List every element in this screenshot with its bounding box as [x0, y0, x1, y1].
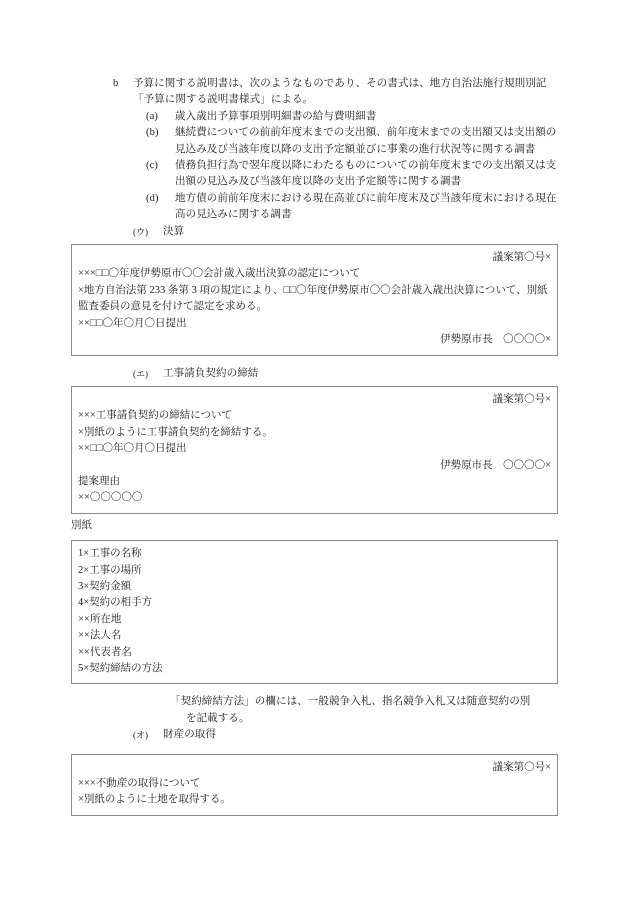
top-margin-spacer-3: [0, 24, 630, 36]
top-margin-spacer: [0, 0, 630, 12]
kessan-title: ×××□□〇年度伊勢原市〇〇会計歳入歳出決算の認定について: [78, 268, 361, 280]
kouji-gian-number: 議案第〇号×: [492, 393, 551, 405]
besshi-line: 3×契約金額: [78, 580, 132, 592]
top-margin-spacer-2: [0, 12, 630, 24]
besshi-line: ××代表者名: [78, 646, 132, 658]
heading-text-zaisan: 財産の取得: [163, 729, 216, 741]
heading-text-kessan: 決算: [163, 225, 185, 237]
spacer-before-zaisan-box: [0, 744, 630, 754]
outline-marker-c: (c): [146, 160, 158, 172]
zaisan-body: ×別紙のように土地を取得する。: [78, 794, 231, 806]
kouji-date: ××□□〇年〇月〇日提出: [78, 443, 187, 455]
outline-marker-d: (d): [146, 192, 159, 204]
kessan-body: ×地方自治法第 233 条第 3 項の規定により、□□〇年度伊勢原市〇〇会計歳入歳出決算について、別紙監査委員の意見を付けて認定を求める。: [78, 284, 548, 313]
outline-item-c: [146, 158, 562, 191]
zaisan-title: ×××不動産の取得について: [78, 778, 201, 790]
heading-kessan: [133, 224, 562, 240]
besshi-line: ××法人名: [78, 630, 122, 642]
besshi-line: 2×工事の場所: [78, 564, 142, 576]
besshi-note: [170, 694, 562, 727]
kessan-date: ××□□〇年〇月〇日提出: [78, 317, 187, 329]
outline-marker-b-sub: (b): [146, 127, 159, 139]
gian-box-kessan: [71, 244, 558, 355]
outline-item-a: [146, 109, 562, 125]
top-margin-spacer-5: [0, 48, 630, 60]
kessan-signer: 伊勢原市長 〇〇〇〇×: [440, 334, 551, 346]
top-margin-spacer-4: [0, 36, 630, 48]
spacer-after-besshi-box: [0, 684, 630, 694]
heading-marker-o: (オ): [133, 730, 148, 741]
kessan-gian-number: 議案第〇号×: [492, 252, 551, 264]
kouji-signer: 伊勢原市長 〇〇〇〇×: [440, 459, 551, 471]
heading-marker-u: (ウ): [133, 226, 148, 237]
besshi-box: [71, 540, 558, 684]
besshi-line: ××所在地: [78, 613, 122, 625]
besshi-line: 5×契約締結の方法: [78, 663, 163, 674]
outline-item-budget: [113, 76, 562, 109]
outline-item-b-sub: [146, 125, 562, 158]
kouji-reason-text: ××〇〇〇〇〇: [78, 492, 143, 504]
besshi-label: 別紙: [71, 519, 92, 531]
besshi-line: 1×工事の名称: [78, 548, 142, 560]
outline-text-budget: 予算に関する説明書は、次のようなものであり、その書式は、地方自治法施行規則別記「予算に関する説明書様式」による。: [133, 78, 547, 106]
outline-text-d: 地方債の前前年度末における現在高並びに前年度末及び当該年度末における現在高の見込みに関する調書: [175, 192, 557, 221]
outline-text-a: 歳入歳出予算事項別明細書の給与費明細書: [175, 110, 377, 122]
heading-text-kouji: 工事請負契約の締結: [163, 367, 259, 379]
zaisan-gian-number: 議案第〇号×: [492, 761, 551, 773]
heading-kouji: [133, 366, 562, 382]
top-margin-spacer-6: [0, 60, 630, 70]
outline-marker-b: b: [113, 78, 119, 89]
outline-text-b-sub: 継続費についての前前年度末までの支出額、前年度末までの支出額又は支出額の見込み及び当該年度以降の支出予定額並びに事業の進行状況等に関する調書: [175, 127, 557, 155]
spacer-after-kessan-box: [0, 356, 630, 366]
outline-marker-a: (a): [146, 110, 158, 122]
besshi-line: 4×契約の相手方: [78, 597, 153, 609]
besshi-note-line1: 「契約締結方法」の欄には、一般競争入札、指名競争入札又は随意契約の別: [170, 696, 531, 708]
heading-zaisan: [133, 727, 562, 743]
heading-marker-e: (エ): [133, 368, 148, 379]
outline-item-d: [146, 191, 562, 224]
gian-box-kouji: [71, 386, 558, 514]
kouji-reason-label: 提案理由: [78, 475, 120, 487]
kouji-title: ×××工事請負契約の締結について: [78, 410, 233, 422]
gian-box-zaisan: [71, 754, 558, 816]
outline-text-c: 債務負担行為で翌年度以降にわたるものについての前年度末までの支出額又は支出額の見込み及び当該年度以降の支出予定額等に関する調書: [175, 160, 557, 188]
kouji-body: ×別紙のように工事請負契約を締結する。: [78, 426, 273, 438]
besshi-note-line2: を記載する。: [186, 712, 250, 724]
